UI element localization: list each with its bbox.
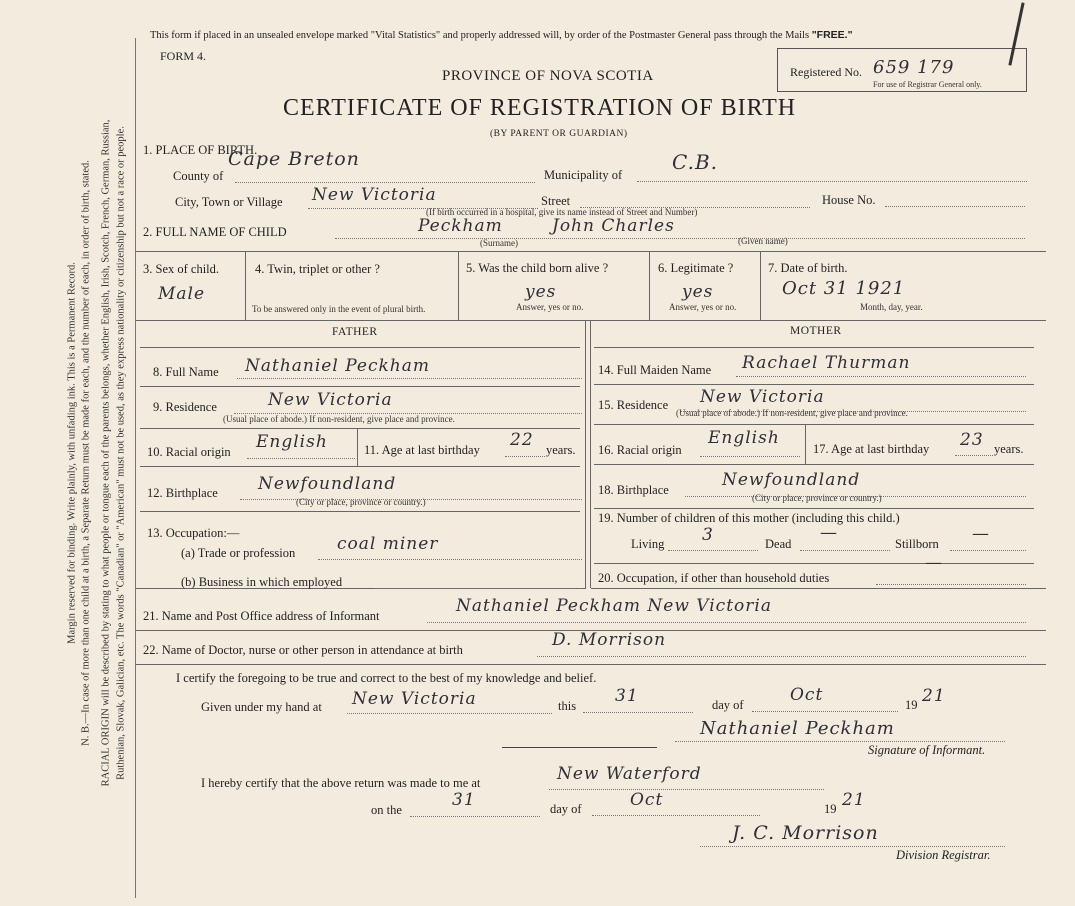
business-label: (b) Business in which employed: [181, 575, 343, 589]
municipality-value: C.B.: [672, 150, 719, 174]
father-racial-label: 10. Racial origin: [147, 445, 231, 459]
date-label: 7. Date of birth.: [768, 261, 848, 275]
doctor-value: D. Morrison: [552, 630, 667, 650]
doctor-label: 22. Name of Doctor, nurse or other person in attendance at birth: [143, 643, 463, 657]
side-note-racial-2: Ruthenian, Slovak, Galician, etc. The words "Canadian" or "American" must not be used, as they express nationality or citizenship but not a race or people.: [115, 126, 127, 780]
mother-age-label: 17. Age at last birthday: [813, 442, 930, 456]
registrar-day: 31: [452, 790, 476, 810]
twin-note: To be answered only in the event of plural birth.: [252, 304, 426, 314]
side-note-margin: Margin reserved for binding. Write plainly, with unfading ink. This is a Permanent Record.: [66, 262, 78, 644]
child-name-label: 2. FULL NAME OF CHILD: [143, 225, 287, 239]
father-heading: FATHER: [332, 326, 378, 338]
month-value: Oct: [790, 685, 824, 705]
legitimate-label: 6. Legitimate ?: [658, 261, 734, 275]
trade-label: (a) Trade or profession: [181, 546, 296, 560]
legitimate-value: yes: [682, 282, 714, 302]
father-birthplace-note: (City or place, province or country.): [296, 497, 426, 507]
certificate-subtitle: (BY PARENT OR GUARDIAN): [490, 129, 628, 139]
mother-residence-label: 15. Residence: [598, 398, 669, 412]
informant-value: Nathaniel Peckham New Victoria: [456, 596, 772, 616]
registrar-signature: J. C. Morrison: [732, 822, 879, 844]
mother-birthplace-note: (City or place, province or country.): [752, 493, 882, 503]
alive-label: 5. Was the child born alive ?: [466, 261, 609, 275]
surname-caption: (Surname): [480, 238, 518, 248]
this-value: 31: [615, 686, 639, 706]
mother-occupation-label: 20. Occupation, if other than household duties: [598, 571, 830, 585]
mother-racial-label: 16. Racial origin: [598, 443, 682, 457]
child-surname: Peckham: [418, 216, 503, 236]
father-racial-value: English: [256, 432, 328, 452]
registrar-place: New Waterford: [557, 764, 702, 784]
given-caption: (Given name): [738, 236, 788, 246]
county-label: County of: [173, 169, 224, 183]
registrar-caption: Division Registrar.: [896, 848, 991, 862]
registered-number-box: [777, 48, 1027, 92]
registrar-year-prefix: 19: [824, 802, 837, 816]
father-residence-note: (Usual place of abode.) If non-resident, give place and province.: [223, 414, 455, 424]
hospital-note: (If birth occurred in a hospital, give its name instead of Street and Number): [426, 207, 698, 217]
registered-label: Registered No.: [790, 65, 862, 79]
father-age-label: 11. Age at last birthday: [364, 443, 480, 457]
mother-name-value: Rachael Thurman: [742, 353, 911, 373]
dead-label: Dead: [765, 537, 792, 551]
father-birthplace-label: 12. Birthplace: [147, 486, 218, 500]
mother-name-label: 14. Full Maiden Name: [598, 363, 712, 377]
stillborn-value: —: [972, 524, 990, 544]
alive-value: yes: [525, 282, 557, 302]
place-heading: 1. PLACE OF BIRTH.: [143, 143, 258, 157]
city-value: New Victoria: [312, 185, 437, 205]
alive-note: Answer, yes or no.: [516, 302, 584, 312]
registrar-text: I hereby certify that the above return was made to me at: [201, 776, 481, 790]
certify-text: I certify the foregoing to be true and correct to the best of my knowledge and belief.: [176, 671, 597, 685]
trade-value: coal miner: [337, 534, 439, 554]
on-the-label: on the: [371, 803, 402, 817]
informant-label: 21. Name and Post Office address of Informant: [143, 609, 380, 623]
given-place: New Victoria: [352, 689, 477, 709]
sex-value: Male: [158, 284, 206, 304]
living-label: Living: [631, 537, 665, 551]
province-title: PROVINCE OF NOVA SCOTIA: [442, 68, 654, 84]
day-of-label: day of: [712, 698, 744, 712]
certificate-title: CERTIFICATE OF REGISTRATION OF BIRTH: [283, 95, 797, 121]
registered-note: For use of Registrar General only.: [873, 80, 982, 89]
county-value: Cape Breton: [228, 148, 360, 170]
this-label: this: [558, 699, 577, 713]
stillborn-label: Stillborn: [895, 537, 939, 551]
dead-value: —: [820, 523, 838, 543]
father-name-label: 8. Full Name: [153, 365, 219, 379]
mail-notice: This form if placed in an unsealed envelope marked "Vital Statistics" and properly addressed will, by order of the Postmaster General pass through the Mails "FREE.": [150, 29, 853, 41]
mother-years: years.: [994, 442, 1024, 456]
mother-age-value: 23: [960, 430, 984, 450]
mother-racial-value: English: [708, 428, 780, 448]
registrar-year: 21: [842, 790, 866, 810]
city-label: City, Town or Village: [175, 195, 283, 209]
twin-label: 4. Twin, triplet or other ?: [255, 262, 380, 276]
binding-margin-line: [135, 38, 136, 898]
year-value: 21: [922, 686, 946, 706]
mother-birthplace-label: 18. Birthplace: [598, 483, 669, 497]
mother-heading: MOTHER: [790, 325, 842, 337]
side-note-racial-1: RACIAL ORIGIN will be described by stating to what people or tongue each of the parents belongs, whether English, Irish, Scotch, French, German, Russian,: [100, 119, 112, 787]
mother-occupation-value: —: [925, 553, 943, 573]
municipality-label: Municipality of: [544, 168, 623, 182]
house-label: House No.: [822, 193, 876, 207]
legitimate-note: Answer, yes or no.: [669, 302, 737, 312]
registrar-day-of-label: day of: [550, 802, 582, 816]
street-label: Street: [541, 194, 571, 208]
side-note-nb: N. B.—In case of more than one child at a birth, a Separate Return must be made for each, and the number of each, in order of birth, stated.: [80, 160, 92, 746]
informant-signature: Nathaniel Peckham: [700, 718, 895, 739]
father-residence-label: 9. Residence: [153, 400, 217, 414]
child-given-name: John Charles: [552, 216, 675, 236]
father-name-value: Nathaniel Peckham: [245, 356, 430, 376]
date-note: Month, day, year.: [860, 302, 923, 312]
informant-signature-caption: Signature of Informant.: [868, 743, 986, 757]
mother-residence-note: (Usual place of abode.) If non-resident, give place and province.: [676, 408, 908, 418]
mother-birthplace-value: Newfoundland: [722, 470, 861, 490]
father-years: years.: [546, 443, 576, 457]
date-value: Oct 31 1921: [782, 278, 906, 299]
registered-number: 659 179: [873, 57, 955, 78]
father-residence-value: New Victoria: [268, 390, 393, 410]
living-value: 3: [702, 525, 714, 545]
sex-label: 3. Sex of child.: [143, 262, 220, 276]
registrar-month: Oct: [630, 790, 664, 810]
father-occupation-label: 13. Occupation:—: [147, 526, 240, 540]
mother-residence-value: New Victoria: [700, 387, 825, 407]
father-age-value: 22: [510, 430, 534, 450]
year-prefix: 19: [905, 698, 918, 712]
children-label: 19. Number of children of this mother (including this child.): [598, 511, 900, 525]
father-birthplace-value: Newfoundland: [258, 474, 397, 494]
form-number: FORM 4.: [160, 49, 207, 63]
given-label: Given under my hand at: [201, 700, 322, 714]
